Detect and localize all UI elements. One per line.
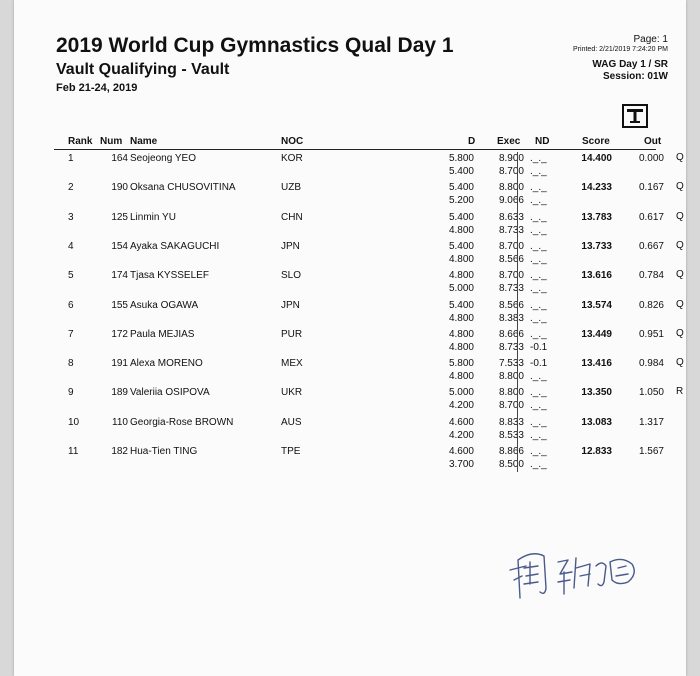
nd-score-divider xyxy=(517,152,518,472)
table-row xyxy=(54,211,694,240)
nd-2-cell: ._._ xyxy=(530,459,547,470)
printed-timestamp: Printed: 2/21/2019 7:24:20 PM xyxy=(573,46,668,53)
exec-score-1-cell: 8.900 xyxy=(498,153,524,164)
out-cell: 0.984 xyxy=(638,358,664,370)
d-score-1-cell: 5.800 xyxy=(448,153,474,164)
d-score-1-cell: 4.600 xyxy=(448,446,474,457)
rank-cell: 8 xyxy=(68,358,74,370)
total-score-cell: 14.400 xyxy=(581,153,612,164)
header-meta xyxy=(573,34,668,82)
table-row xyxy=(54,181,694,210)
gymnastics-logo-icon xyxy=(622,104,648,128)
header-divider xyxy=(54,149,656,150)
d-score-2-cell: 3.700 xyxy=(448,459,474,470)
out-cell: 1.317 xyxy=(638,416,664,428)
qualification-cell: Q xyxy=(676,269,684,281)
d-score-1-cell: 5.400 xyxy=(448,240,474,252)
qualification-cell: Q xyxy=(676,327,684,339)
out-cell: 0.167 xyxy=(638,182,664,194)
num-cell: 174 xyxy=(111,270,128,282)
exec-score-1-cell: 8.633 xyxy=(498,211,524,223)
rank-cell: 3 xyxy=(68,211,74,223)
gymnast-name-cell: Ayaka SAKAGUCHI xyxy=(130,240,220,252)
gymnast-name-cell: Valeriia OSIPOVA xyxy=(130,387,210,399)
d-score-2-cell: 5.200 xyxy=(448,195,474,207)
col-nd-header: ND xyxy=(535,136,550,147)
num-cell: 191 xyxy=(111,358,128,370)
gymnast-name-cell: Tjasa KYSSELEF xyxy=(130,270,209,282)
qualification-cell: R xyxy=(676,386,684,398)
out-cell: 0.784 xyxy=(638,270,664,282)
total-score-cell: 13.416 xyxy=(581,358,612,370)
col-out-header: Out xyxy=(644,136,662,147)
gymnast-name-cell: Asuka OGAWA xyxy=(130,299,199,311)
exec-score-1-cell: 8.866 xyxy=(498,446,524,457)
table-row xyxy=(54,299,694,328)
total-score-cell: 13.083 xyxy=(581,416,612,428)
rank-cell: 1 xyxy=(68,153,74,164)
exec-score-1-cell: 8.700 xyxy=(498,240,524,252)
exec-score-1-cell: 8.566 xyxy=(498,299,524,311)
exec-score-2-cell: 8.566 xyxy=(498,253,524,265)
page-title: 2019 World Cup Gymnastics Qual Day 1 xyxy=(56,34,454,57)
exec-score-1-cell: 7.533 xyxy=(498,358,524,370)
table-row xyxy=(54,269,694,298)
num-cell: 164 xyxy=(111,153,128,164)
rank-cell: 10 xyxy=(68,416,80,428)
d-score-2-cell: 4.800 xyxy=(448,371,474,383)
d-score-1-cell: 5.800 xyxy=(448,358,474,370)
exec-score-2-cell: 8.733 xyxy=(498,341,524,353)
total-score-cell: 13.574 xyxy=(581,299,612,311)
gymnast-name-cell: Paula MEJIAS xyxy=(130,328,195,340)
d-score-2-cell: 4.200 xyxy=(448,429,474,441)
d-score-2-cell: 4.800 xyxy=(448,341,474,353)
table-row xyxy=(54,152,694,181)
d-score-1-cell: 5.400 xyxy=(448,299,474,311)
nd-1-cell: ._._ xyxy=(530,299,547,311)
nd-1-cell: ._._ xyxy=(530,182,547,194)
col-name-header: Name xyxy=(130,136,158,147)
nd-1-cell: ._._ xyxy=(530,240,547,252)
d-score-2-cell: 5.000 xyxy=(448,283,474,295)
session-label: Session: 01W xyxy=(602,71,668,82)
out-cell: 0.000 xyxy=(638,153,664,164)
total-score-cell: 13.783 xyxy=(581,211,612,223)
exec-score-1-cell: 8.800 xyxy=(498,182,524,194)
event-dates: Feb 21-24, 2019 xyxy=(56,82,138,94)
d-score-1-cell: 5.000 xyxy=(448,387,474,399)
qualification-cell: Q xyxy=(676,357,684,369)
num-cell: 190 xyxy=(111,182,128,194)
nd-1-cell: -0.1 xyxy=(530,358,548,370)
out-cell: 0.951 xyxy=(638,328,664,340)
gymnast-name-cell: Oksana CHUSOVITINA xyxy=(130,182,236,194)
noc-cell: JPN xyxy=(281,240,300,252)
nd-2-cell: ._._ xyxy=(530,429,547,441)
nd-1-cell: ._._ xyxy=(530,328,547,340)
noc-cell: SLO xyxy=(281,270,302,282)
nd-1-cell: ._._ xyxy=(530,416,547,428)
nd-2-cell: ._._ xyxy=(530,224,547,236)
rank-cell: 2 xyxy=(68,182,74,194)
out-cell: 0.617 xyxy=(638,211,664,223)
d-score-2-cell: 4.800 xyxy=(448,224,474,236)
nd-1-cell: ._._ xyxy=(530,270,547,282)
num-cell: 189 xyxy=(111,387,128,399)
col-d-header: D xyxy=(468,136,476,147)
exec-score-1-cell: 8.800 xyxy=(498,387,524,399)
gymnast-name-cell: Linmin YU xyxy=(130,211,176,223)
col-num-header: Num xyxy=(100,136,123,147)
exec-score-2-cell: 8.733 xyxy=(498,283,524,295)
exec-score-2-cell: 9.066 xyxy=(498,195,524,207)
num-cell: 172 xyxy=(111,328,128,340)
noc-cell: AUS xyxy=(281,416,302,428)
qualification-cell: Q xyxy=(676,181,684,193)
out-cell: 1.050 xyxy=(638,387,664,399)
table-header xyxy=(54,136,674,150)
results-sheet xyxy=(14,0,686,676)
exec-score-1-cell: 8.700 xyxy=(498,270,524,282)
page-number: Page: 1 xyxy=(633,34,668,45)
qualification-cell: Q xyxy=(676,152,684,163)
out-cell: 0.667 xyxy=(638,240,664,252)
table-row xyxy=(54,240,694,269)
nd-2-cell: -0.1 xyxy=(530,341,548,353)
noc-cell: TPE xyxy=(281,446,301,457)
exec-score-2-cell: 8.800 xyxy=(498,371,524,383)
exec-score-2-cell: 8.500 xyxy=(498,459,524,470)
num-cell: 110 xyxy=(112,416,128,428)
gymnast-name-cell: Alexa MORENO xyxy=(130,358,203,370)
d-score-2-cell: 4.200 xyxy=(448,400,474,412)
total-score-cell: 13.350 xyxy=(581,387,612,399)
nd-2-cell: ._._ xyxy=(530,371,547,383)
d-score-2-cell: 4.800 xyxy=(448,312,474,324)
exec-score-2-cell: 8.383 xyxy=(498,312,524,324)
total-score-cell: 12.833 xyxy=(581,446,612,457)
noc-cell: JPN xyxy=(281,299,300,311)
d-score-1-cell: 4.600 xyxy=(448,416,474,428)
gymnast-name-cell: Georgia-Rose BROWN xyxy=(130,416,234,428)
gymnast-name-cell: Seojeong YEO xyxy=(130,153,196,164)
total-score-cell: 13.733 xyxy=(581,240,612,252)
noc-cell: KOR xyxy=(281,153,303,164)
table-row xyxy=(54,328,694,357)
noc-cell: PUR xyxy=(281,328,303,340)
num-cell: 154 xyxy=(111,240,128,252)
total-score-cell: 14.233 xyxy=(581,182,612,194)
nd-2-cell: ._._ xyxy=(530,312,547,324)
col-rank-header: Rank xyxy=(68,136,93,147)
table-row xyxy=(54,357,694,386)
nd-2-cell: ._._ xyxy=(530,283,547,295)
num-cell: 155 xyxy=(111,299,128,311)
rank-cell: 5 xyxy=(68,270,74,282)
nd-1-cell: ._._ xyxy=(530,387,547,399)
event-subtitle: Vault Qualifying - Vault xyxy=(56,61,230,78)
judge-signature xyxy=(502,536,652,606)
nd-1-cell: ._._ xyxy=(530,446,547,457)
table-row xyxy=(54,445,694,474)
d-score-1-cell: 5.400 xyxy=(448,182,474,194)
total-score-cell: 13.616 xyxy=(581,270,612,282)
noc-cell: MEX xyxy=(281,358,303,370)
total-score-cell: 13.449 xyxy=(581,328,612,340)
qualification-cell: Q xyxy=(676,239,684,251)
table-row xyxy=(54,416,694,445)
exec-score-2-cell: 8.700 xyxy=(498,166,524,177)
qualification-cell: Q xyxy=(676,298,684,310)
exec-score-1-cell: 8.833 xyxy=(498,416,524,428)
col-noc-header: NOC xyxy=(281,136,304,147)
nd-2-cell: ._._ xyxy=(530,400,547,412)
noc-cell: UKR xyxy=(281,387,303,399)
d-score-2-cell: 4.800 xyxy=(448,253,474,265)
rank-cell: 6 xyxy=(68,299,74,311)
d-score-1-cell: 4.800 xyxy=(448,270,474,282)
qualification-cell: Q xyxy=(676,210,684,222)
rank-cell: 9 xyxy=(68,387,74,399)
rank-cell: 7 xyxy=(68,328,74,340)
col-exec-header: Exec xyxy=(497,136,521,147)
out-cell: 0.826 xyxy=(638,299,664,311)
table-row xyxy=(54,386,694,415)
num-cell: 182 xyxy=(111,446,128,457)
nd-1-cell: ._._ xyxy=(530,211,547,223)
exec-score-2-cell: 8.700 xyxy=(498,400,524,412)
day-label: WAG Day 1 / SR xyxy=(592,59,668,70)
d-score-1-cell: 5.400 xyxy=(448,211,474,223)
nd-2-cell: ._._ xyxy=(530,166,547,177)
exec-score-2-cell: 8.733 xyxy=(498,224,524,236)
nd-2-cell: ._._ xyxy=(530,195,547,207)
noc-cell: UZB xyxy=(281,182,301,194)
col-score-header: Score xyxy=(582,136,610,147)
nd-1-cell: ._._ xyxy=(530,153,547,164)
gymnast-name-cell: Hua-Tien TING xyxy=(130,446,198,457)
nd-2-cell: ._._ xyxy=(530,253,547,265)
d-score-2-cell: 5.400 xyxy=(448,166,474,177)
rank-cell: 4 xyxy=(68,240,74,252)
exec-score-1-cell: 8.666 xyxy=(498,328,524,340)
rank-cell: 11 xyxy=(68,446,79,457)
noc-cell: CHN xyxy=(281,211,303,223)
num-cell: 125 xyxy=(111,211,128,223)
exec-score-2-cell: 8.533 xyxy=(498,429,524,441)
d-score-1-cell: 4.800 xyxy=(448,328,474,340)
out-cell: 1.567 xyxy=(638,446,664,457)
